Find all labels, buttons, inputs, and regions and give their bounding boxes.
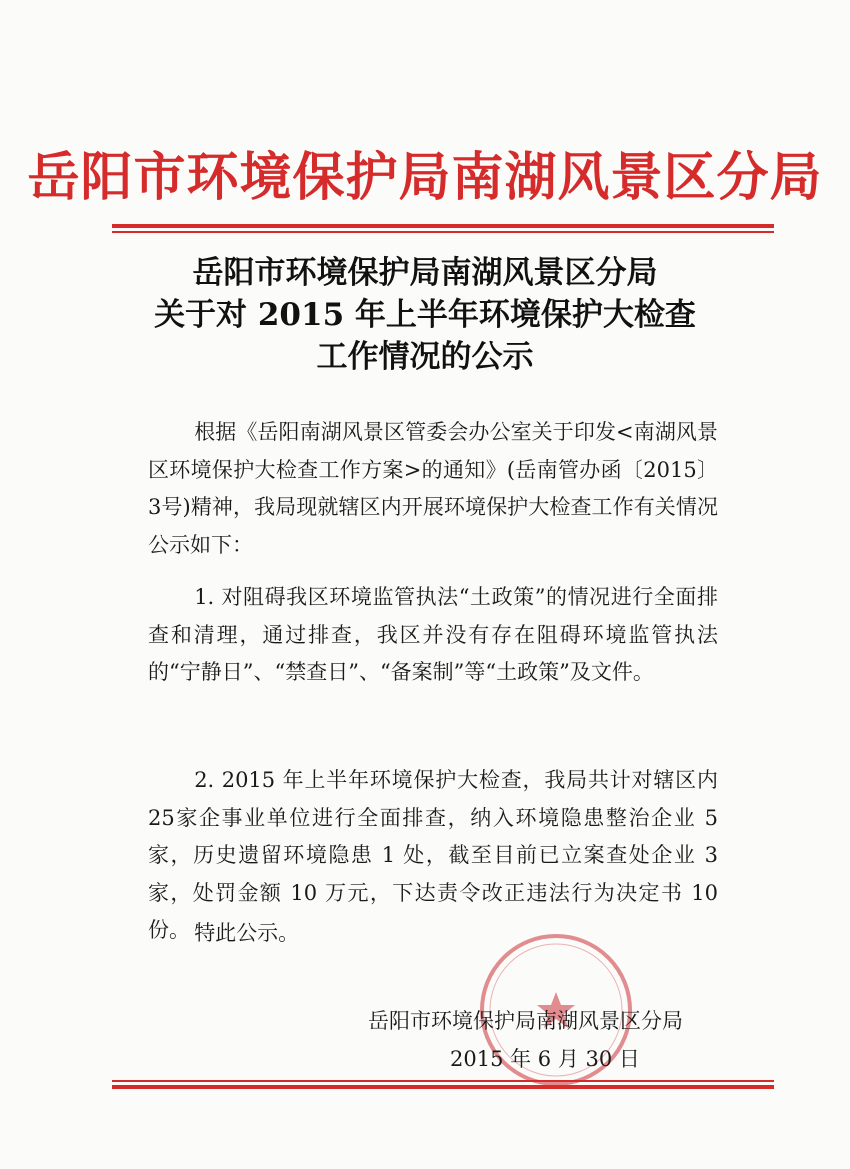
body-item-1: 1. 对阻碍我区环境监管执法“土政策”的情况进行全面排查和清理，通过排查，我区并没有存在阻碍环境监管执法的“宁静日”、“禁查日”、“备案制”等“土政策”及文件。 <box>148 585 718 684</box>
title-line-2: 关于对 2015 年上半年环境保护大检查 <box>154 297 696 333</box>
title-line-3: 工作情况的公示 <box>316 339 534 375</box>
header-rule-thin <box>112 231 774 233</box>
masthead-issuer: 岳阳市环境保护局南湖风景区分局 <box>27 147 823 208</box>
body-intro: 根据《岳阳南湖风景区管委会办公室关于印发<南湖风景区环境保护大检查工作方案>的通知》(岳南管办函〔2015〕3号)精神，我局现就辖区内开展环境保护大检查工作有关情况公示如下： <box>148 420 718 557</box>
header-rule-thick <box>112 224 774 228</box>
signature-org: 岳阳市环境保护局南湖风景区分局 <box>368 1009 683 1033</box>
signature-date: 2015 年 6 月 30 日 <box>450 1047 640 1071</box>
footer-rule-thick <box>112 1085 774 1089</box>
title-line-1: 岳阳市环境保护局南湖风景区分局 <box>192 255 658 291</box>
body-closing: 特此公示。 <box>194 921 300 945</box>
body-item-2: 2. 2015 年上半年环境保护大检查，我局共计对辖区内25家企事业单位进行全面排查，纳入环境隐患整治企业 5 家，历史遗留环境隐患 1 处，截至目前已立案查处企业 3 家，处罚金额 10 万元，下达责令改正违法行为决定书 10 份。 <box>148 768 718 942</box>
footer-rule-thin <box>112 1080 774 1082</box>
